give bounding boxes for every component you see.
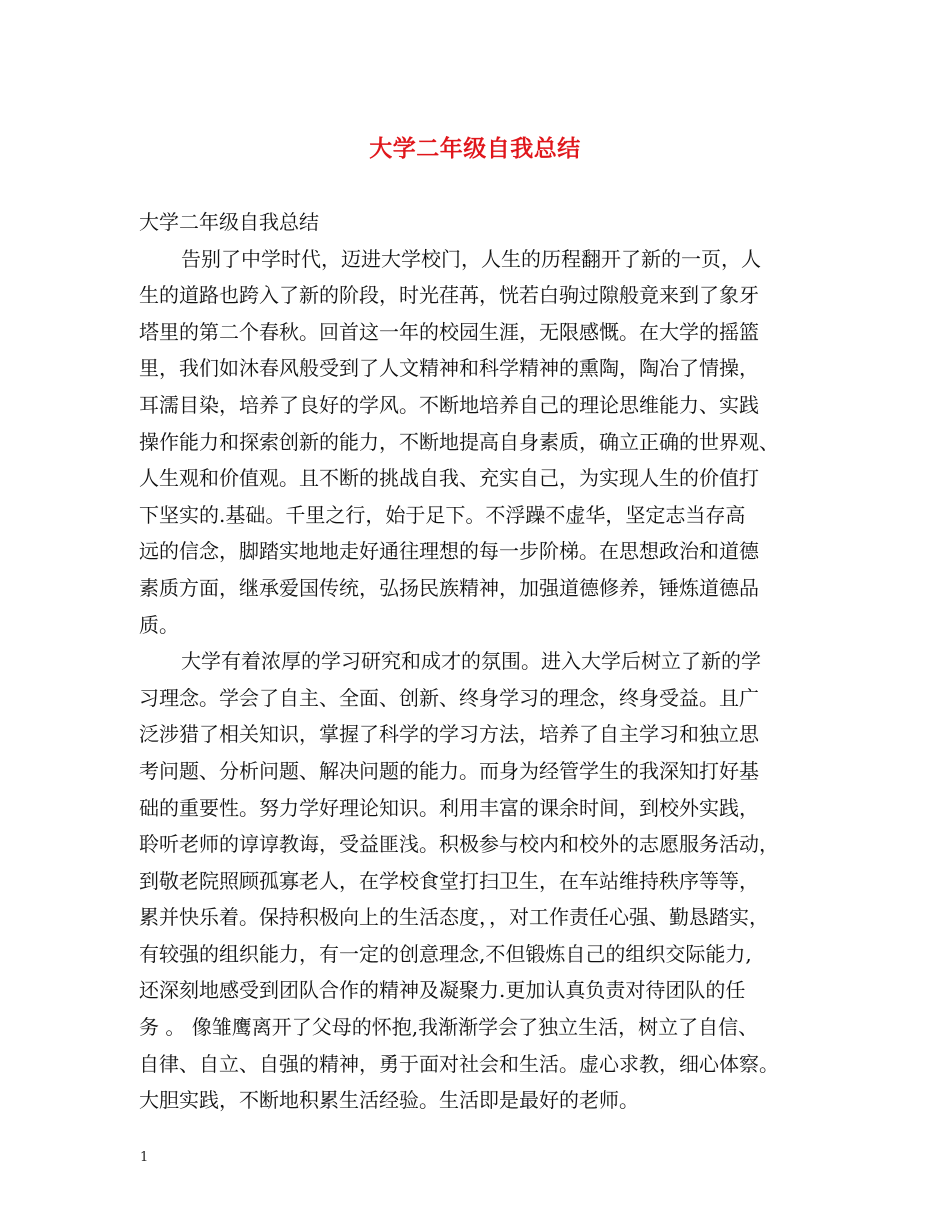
paragraph-1-line: 里，我们如沐春风般受到了人文精神和科学精神的熏陶，陶冶了情操， xyxy=(139,356,759,381)
paragraph-2-line: 础的重要性。努力学好理论知识。利用丰富的课余时间，到校外实践， xyxy=(139,795,759,820)
paragraph-2-line: 习理念。学会了自主、全面、创新、终身学习的理念，终身受益。且广 xyxy=(139,685,759,710)
document-title: 大学二年级自我总结 xyxy=(369,135,581,162)
paragraph-1-line: 告别了中学时代，迈进大学校门，人生的历程翻开了新的一页，人 xyxy=(181,246,761,271)
paragraph-2-line: 自律、自立、自强的精神，勇于面对社会和生活。虚心求教，细心体察。 xyxy=(139,1051,779,1076)
paragraph-2-line: 有较强的组织能力，有一定的创意理念,不但锻炼自己的组织交际能力, xyxy=(139,941,752,966)
paragraph-2-line: 到敬老院照顾孤寡老人，在学校食堂打扫卫生，在车站维持秩序等等， xyxy=(139,868,759,893)
paragraph-1-line: 素质方面，继承爱国传统，弘扬民族精神，加强道德修养，锤炼道德品 xyxy=(139,575,759,600)
page-number: 1 xyxy=(140,1150,149,1165)
paragraph-1-line: 耳濡目染，培养了良好的学风。不断地培养自己的理论思维能力、实践 xyxy=(139,392,759,417)
paragraph-1-line: 人生观和价值观。且不断的挑战自我、充实自己，为实现人生的价值打 xyxy=(139,466,759,491)
paragraph-2-line: 还深刻地感受到团队合作的精神及凝聚力.更加认真负责对待团队的任 xyxy=(139,978,746,1003)
paragraph-2-line: 泛涉猎了相关知识，掌握了科学的学习方法，培养了自主学习和独立思 xyxy=(139,722,759,747)
paragraph-2-line: 累并快乐着。保持积极向上的生活态度，，对工作责任心强、勤恳踏实， xyxy=(139,905,769,930)
paragraph-1-line: 下坚实的.基础。千里之行，始于足下。不浮躁不虚华，坚定志当存高 xyxy=(139,502,746,527)
paragraph-2-line: 考问题、分析问题、解决问题的能力。而身为经管学生的我深知打好基 xyxy=(139,758,759,783)
paragraph-1-line: 操作能力和探索创新的能力，不断地提高自身素质，确立正确的世界观、 xyxy=(139,429,779,454)
paragraph-2-line: 大胆实践，不断地积累生活经验。生活即是最好的老师。 xyxy=(139,1088,639,1113)
paragraph-2-line: 聆听老师的谆谆教诲，受益匪浅。积极参与校内和校外的志愿服务活动， xyxy=(139,832,779,857)
paragraph-2-line: 大学有着浓厚的学习研究和成才的氛围。进入大学后树立了新的学 xyxy=(181,649,761,674)
paragraph-1-line: 远的信念，脚踏实地地走好通往理想的每一步阶梯。在思想政治和道德 xyxy=(139,539,759,564)
paragraph-1-line: 生的道路也跨入了新的阶段，时光荏苒，恍若白驹过隙般竟来到了象牙 xyxy=(139,283,759,308)
body-subtitle-line: 大学二年级自我总结 xyxy=(139,210,319,234)
paragraph-2-line: 务 。 像雏鹰离开了父母的怀抱,我渐渐学会了独立生活，树立了自信、 xyxy=(139,1015,759,1040)
document-body xyxy=(139,204,829,1119)
paragraph-1-line: 质。 xyxy=(139,612,179,637)
paragraph-1-line: 塔里的第二个春秋。回首这一年的校园生涯，无限感慨。在大学的摇篮 xyxy=(139,319,759,344)
